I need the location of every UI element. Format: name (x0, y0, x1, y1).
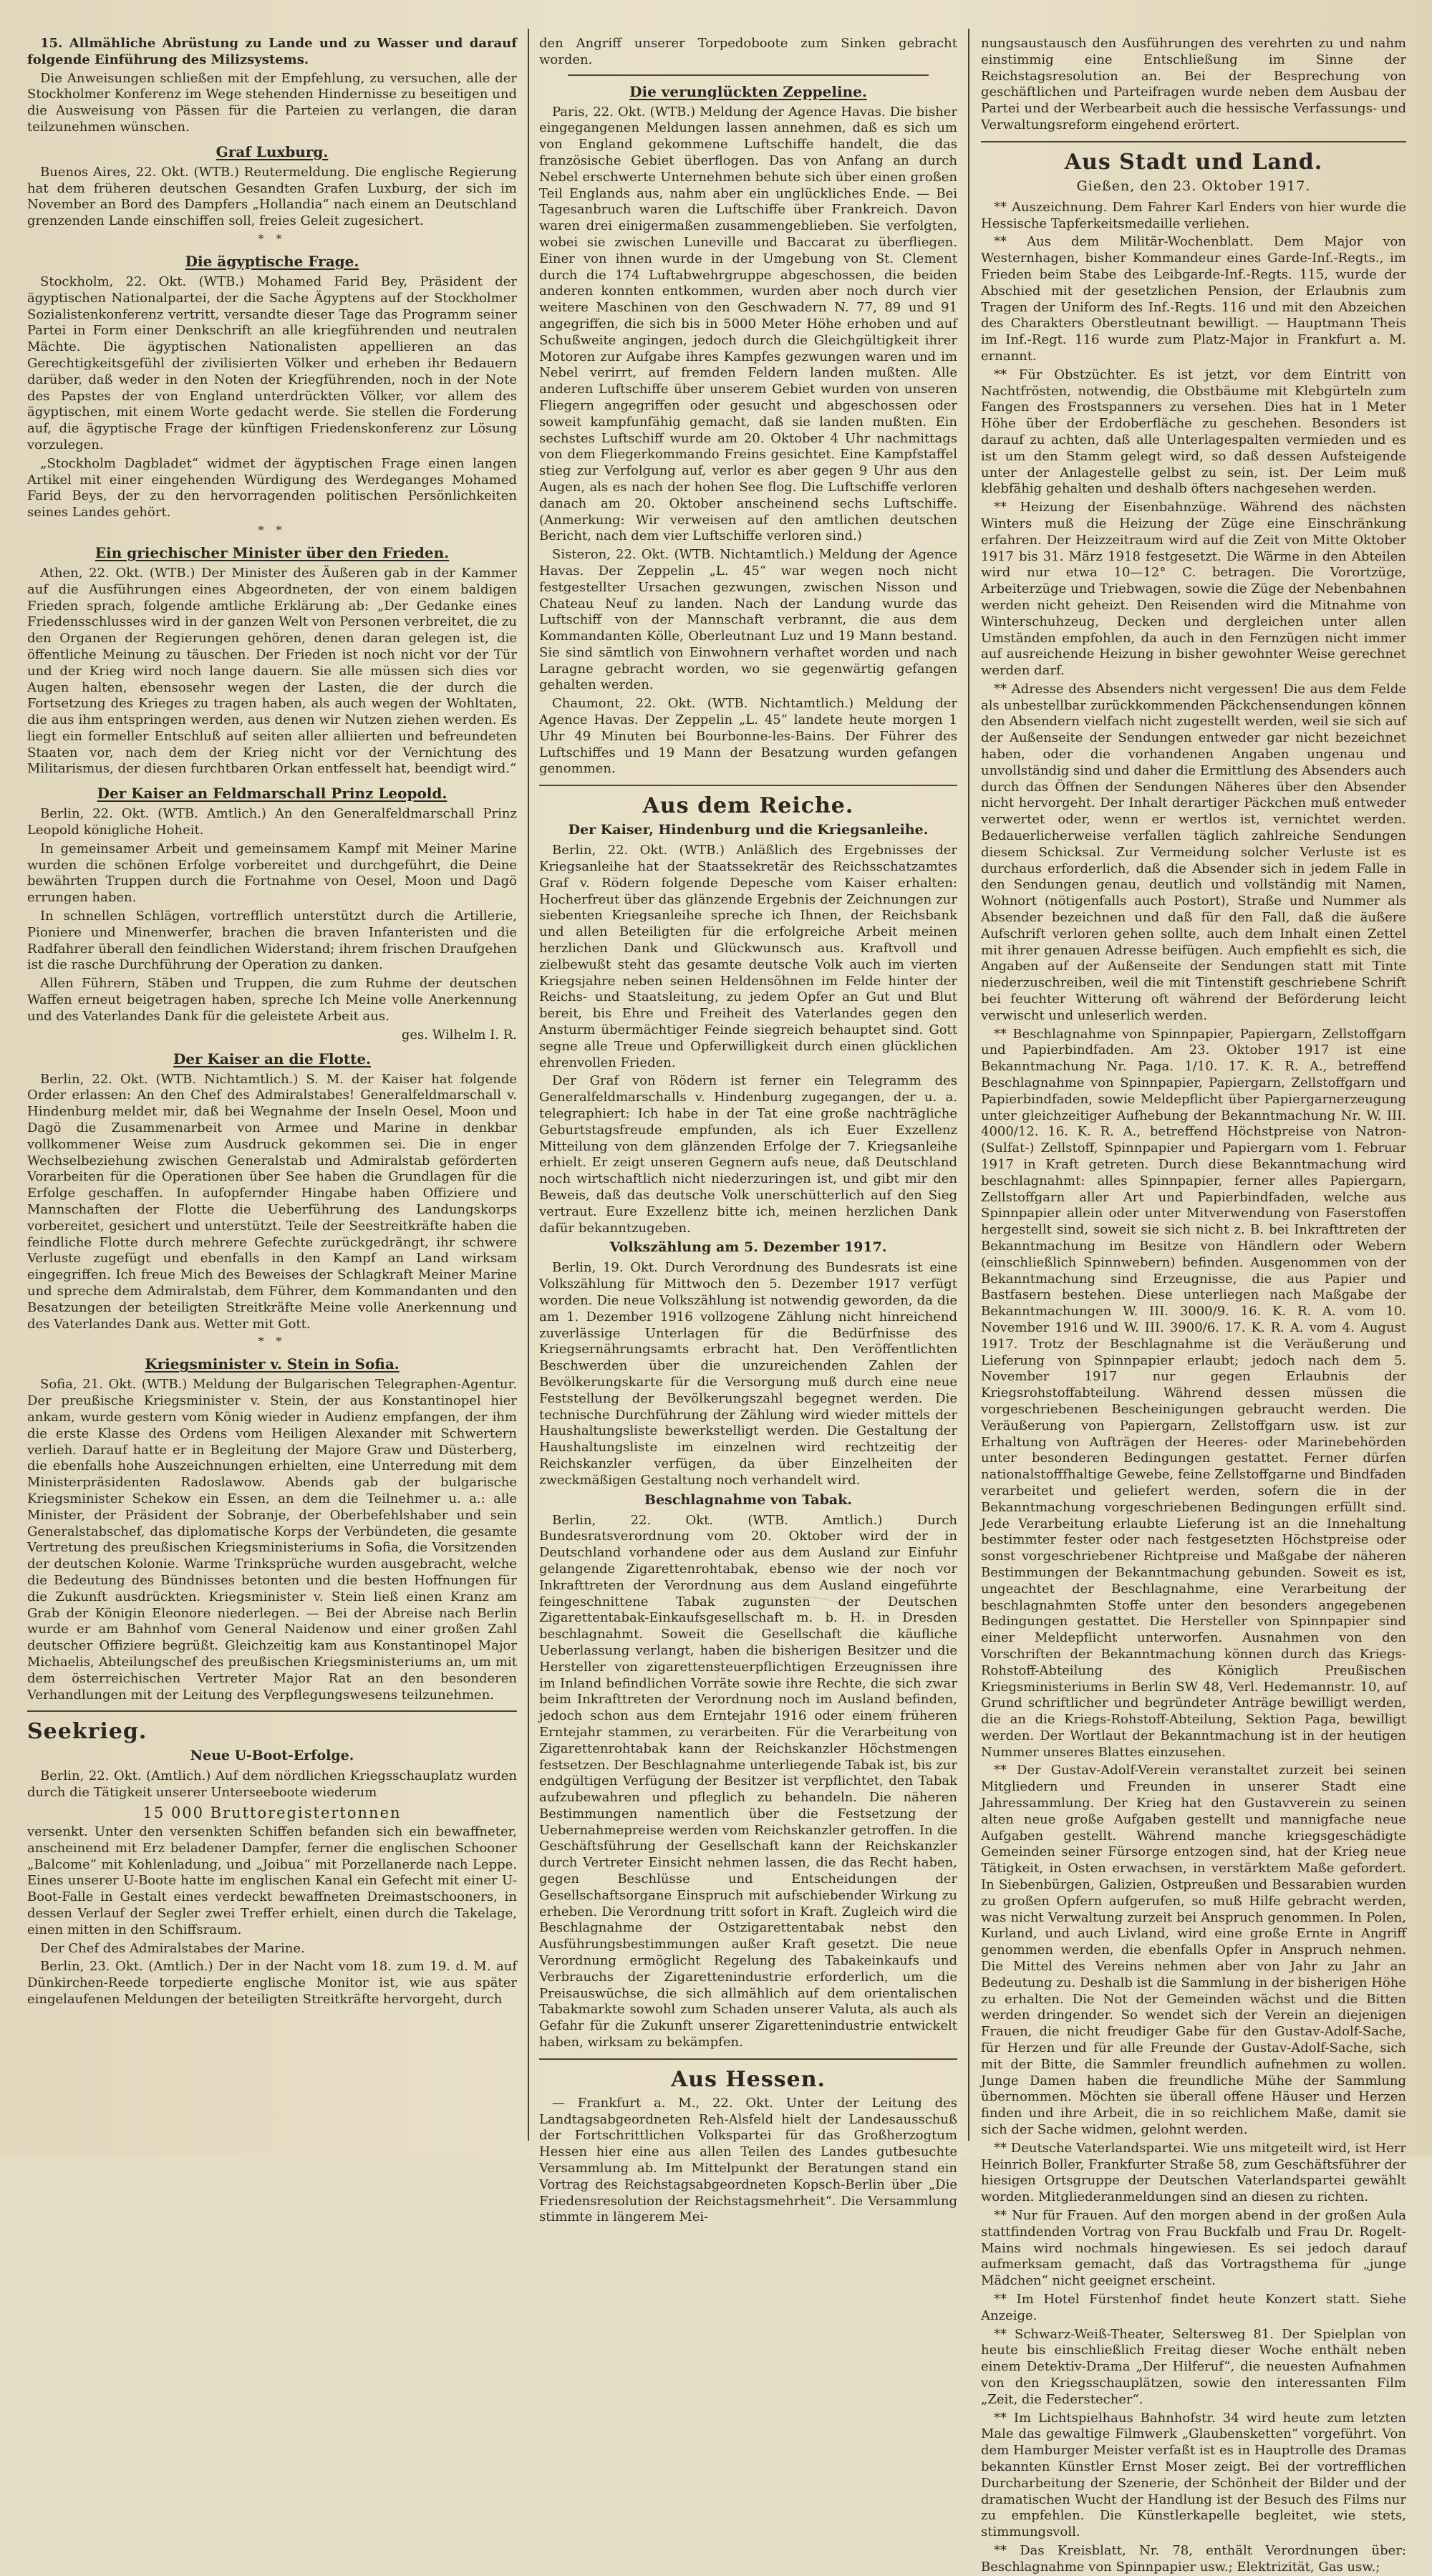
column-3 (975, 36, 1412, 2575)
local-news-item: ** Im Lichtspielhaus Bahnhofstr. 34 wird heute zum letzten Male das gewaltige Filmwerk „Glaubensketten“ vorgeführt. Von dem Hamburger Meister verfaßt ist es in Hauptrolle des Dramas bekannten Künstler Ernst Moser zeigt. Bei der vortrefflichen Durcharbeitung der Szenerie, der Schönheit der Bilder und der dramatischen Wucht der Handlung ist der Besuch des Films nur zu empfehlen. Die Künstlerkapelle begleitet, wie stets, stimmungsvoll. (981, 2410, 1406, 2540)
article-text: Berlin, 22. Okt. (WTB.) Anläßlich des Ergebnisses der Kriegsanleihe hat der Staatssekretär des Reichsschatzamtes Graf v. Rödern folgende Depesche vom Kaiser erhalten: Hocherfreut über das glänzende Ergebnis der Zeichnungen zur siebenten Kriegsanleihe spreche ich Ihnen, der Reichsbank und allen Beteiligten für die erfolgreiche Arbeit meinen herzlichen Dank und Glückwunsch aus. Kraftvoll und zielbewußt steht das gesamte deutsche Volk auch im vierten Kriegsjahre neben seinen Heldensöhnen im Felde hinter der Reichs- und Staatsleitung, zu jedem Opfer an Gut und Blut bereit, bis Ehre und Freiheit des Vaterlandes gegen den Ansturm übermächtiger Feinde siegreich behauptet sind. Gott segne alle Treue und Opferwilligkeit durch einen glücklichen ehrenvollen Frieden. (539, 843, 957, 1070)
section-rule (568, 74, 929, 76)
article-text: Paris, 22. Okt. (WTB.) Meldung der Agence Havas. Die bisher eingegangenen Meldungen lassen annehmen, daß es sich um von England gekommene Luftschiffe handelt, die das französische Gebiet überflogen. Das von Anfang an durch Nebel erschwerte Unternehmen behute sich über einen großen Teil Englands aus, nahm aber ein unglückliches Ende. — Bei Tagesanbruch waren die Luftschiffe über Frankreich. Davon waren drei einigermaßen zusammengeblieben. Sie verfolgten, wobei sie zwischen Luneville und Baccarat zu überfliegen. Einer von ihnen wurde in der Umgebung von St. Clement durch die 174 Luftabwehrgruppe abgeschossen, die beiden anderen konnten entkommen, wurden aber noch durch vier weitere Maschinen von den Geschwadern N. 77, 89 und 91 angegriffen, die sich bis in 5000 Meter Höhe erhoben und auf Schußweite angingen, jedoch durch die Gleichgültigkeit ihrer Motoren zur Aufgabe ihres Kampfes gezwungen waren und im Nebel verirrt, auf fremden Feldern landen mußten. Alle anderen Luftschiffe über unserem Gebiet wurden von unseren Fliegern angegriffen oder gesucht und abgeschossen oder soweit kampfunfähig gemacht, daß sie landen mußten. Ein sechstes Luftschiff wurde am 20. Oktober 4 Uhr nachmittags von dem Fliegerkommando Freins gesichtet. Eine Kampfstaffel stieg zur Verfolgung auf, verlor es aber gegen 9 Uhr aus den Augen, als es nach der hohen See flog. Die Luftschiffe verloren danach am 20. Oktober anscheinend sechs Luftschiffe. (Anmerkung: Wir verweisen auf den amtlichen deutschen Bericht, nach dem vier Luftschiffe verloren sind.) (539, 104, 957, 544)
article-heading: Der Kaiser an Feldmarschall Prinz Leopold. (97, 785, 448, 803)
article-subheading: Volkszählung am 5. Dezember 1917. (609, 1239, 887, 1256)
article-heading: Kriegsminister v. Stein in Sofia. (145, 1355, 400, 1373)
article-subheading: Beschlagnahme von Tabak. (644, 1491, 852, 1508)
section-rule (27, 1710, 517, 1712)
article-text: Berlin, 22. Okt. (WTB. Nichtamtlich.) S. M. der Kaiser hat folgende Order erlassen: An den Chef des Admiralstabes! Generalfeldmarschall v. Hindenburg meldet mir, daß bei Wegnahme der Inseln Oesel, Moon und Dagö die Zusammenarbeit von Armee und Marine in denkbar vollkommener Weise zum Ausdruck gekommen sei. Die in enger Wechselbeziehung zwischen Generalstab und Admiralstab geförderten Vorarbeiten für die Operationen über See haben die Grundlagen für die Erfolge geschaffen. In aufopfernder Hingabe haben Offiziere und Mannschaften der Flotte die Ueberführung des Landungskorps vorbereitet, gesichert und unterstützt. Teile der Seestreitkräfte haben die feindliche Flotte durch mehrere Gefechte zurückgedrängt, ihr schwere Verluste zugefügt und ebenfalls in den Kampf an Land wirksam eingegriffen. Ich freue Mich des Beweises der Schlagkraft Meiner Marine und spreche dem Admiralstab, dem Führer, dem Kommandanten und den Besatzungen der beteiligten Streitkräfte Meine volle Anerkennung und des Vaterlandes Dank aus. Wetter mit Gott. (27, 1071, 517, 1332)
article-heading: Der Kaiser an die Flotte. (173, 1050, 372, 1067)
section-rule (539, 785, 957, 786)
dateline: Gießen, den 23. Oktober 1917. (1076, 178, 1311, 194)
column-2 (533, 36, 963, 2225)
column-divider (528, 29, 529, 2141)
local-news-item: ** Aus dem Militär-Wochenblatt. Dem Major von Westernhagen, bisher Kommandeur eines Garde-Inf.-Regts., im Frieden beim Stabe des Leibgarde-Inf.-Regts. 115, wurde der Abschied mit der gesetzlichen Pension, der Erlaubnis zum Tragen der Uniform des Inf.-Regts. 116 und mit den Abzeichen des Charakters Oberstleutnant bewilligt. — Hauptmann Theis im Inf.-Regt. 116 wurde zum Platz-Major in Frankfurt a. M. ernannt. (981, 234, 1406, 364)
local-news-item: ** Schwarz-Weiß-Theater, Seltersweg 81. Der Spielplan von heute bis einschließlich Freitag dieser Woche enthält neben einem Detektiv-Drama „Der Hilferuf“, die neuesten Aufnahmen von den Kriegsschauplätzen, sowie den interessanten Film „Zeit, die Federstecher“. (981, 2326, 1406, 2407)
article-text: „Stockholm Dagbladet“ widmet der ägyptischen Frage einen langen Artikel mit einer eingehenden Würdigung des Werdeganges Mohamed Farid Beys, der zu den hervorragenden politischen Persönlichkeiten seines Landes gehört. (27, 455, 517, 520)
section-heading: Aus dem Reiche. (642, 793, 854, 819)
section-rule (981, 141, 1406, 142)
separator: * * (258, 231, 286, 246)
local-news-item: ** Im Hotel Fürstenhof findet heute Konzert statt. Siehe Anzeige. (981, 2291, 1406, 2323)
article-text: Stockholm, 22. Okt. (WTB.) Mohamed Farid Bey, Präsident der ägyptischen Nationalpartei, der die Sache Ägyptens auf der Stockholmer Sozialistenkonferenz vertritt, versandte dieser Tage das Programm seiner Partei in Form einer Denkschrift an alle kriegführenden und neutralen Mächte. Die ägyptischen Nationalisten appellieren an das Gerechtigkeitsgefühl der zivilisierten Völker und erheben ihr Bedauern darüber, daß weder in den Noten der Kriegführenden, noch in der Note des Papstes der von England unterdrückten Völker, vor allem des ägyptischen, mit einem Worte gedacht werde. Sie stellen die Forderung auf, die ägyptische Frage der künftigen Friedenskonferenz zur Lösung vorzulegen. (27, 273, 517, 452)
section-heading: Aus Hessen. (671, 2066, 826, 2092)
article-heading: Graf Luxburg. (216, 142, 329, 160)
article-text: Chaumont, 22. Okt. (WTB. Nichtamtlich.) Meldung der Agence Havas. Der Zeppelin „L. 45“ landete heute morgen 1 Uhr 49 Minuten bei Bourbonne-les-Bains. Der Führer des Luftschiffes und 19 Mann der Besatzung wurden gefangen genommen. (539, 696, 957, 777)
separator: * * (258, 1335, 286, 1349)
local-news-item: ** Auszeichnung. Dem Fahrer Karl Enders von hier wurde die Hessische Tapferkeitsmedaille verliehen. (981, 199, 1406, 231)
local-news-item: ** Deutsche Vaterlandspartei. Wie uns mitgeteilt wird, ist Herr Heinrich Boller, Frankfurter Straße 58, zum Geschäftsführer der hiesigen Ortsgruppe der Deutschen Vaterlandspartei gewählt worden. Mitgliederanmeldungen sind an diesen zu richten. (981, 2140, 1406, 2205)
article-text: Berlin, 22. Okt. (WTB. Amtlich.) An den Generalfeldmarschall Prinz Leopold königliche Hoheit. (27, 806, 517, 838)
section-rule (539, 2058, 957, 2060)
article-heading: Ein griechischer Minister über den Frieden. (95, 543, 450, 561)
article-text: Sisteron, 22. Okt. (WTB. Nichtamtlich.) Meldung der Agence Havas. Der Zeppelin „L. 45“ war wegen noch nicht festgestellter Ursachen gezwungen, zwischen Nisson und Chateau Neuf zu landen. Nach der Landung wurde das Luftschiff von der Mannschaft verbrannt, die aus dem Kommandanten Kölle, Oberleutnant Luz und 19 Mann bestand. Sie sind sämtlich von Einwohnern verhaftet worden und nach Laragne gebracht worden, wo sie gegenwärtig gefangen gehalten werden. (539, 547, 957, 693)
article-text: In gemeinsamer Arbeit und gemeinsamem Kampf mit Meiner Marine wurden die schönen Erfolge vorbereitet und durchgeführt, die Deine bewährten Truppen durch die Fortnahme von Oesel, Moon und Dagö errungen haben. (27, 841, 517, 906)
local-news-item: ** Adresse des Absenders nicht vergessen! Die aus dem Felde als unbestellbar zurückkommenden Päckchensendungen können den Absendern vielfach nicht zugestellt werden, weil sie sich auf der Außenseite der Sendungen entweder gar nicht bezeichnet haben, oder die vorhandenen Angaben ungenau und unvollständig sind und daher die Ermittlung des Absenders auch durch das Öffnen der Sendungen Näheres über den Absender nicht hervorgeht. Der Inhalt derartiger Päckchen muß entweder verwertet oder, wenn er wertlos ist, vernichtet werden. Bedauerlicherweise verfallen täglich zahlreiche Sendungen diesem Schicksal. Zur Vermeidung solcher Verluste ist es durchaus erforderlich, daß die Absender sich in jedem Falle in den Sendungen genau, deutlich und vollständig mit Namen, Wohnort (nötigenfalls auch Postort), Straße und Nummer als Absender bezeichnen und daß für den Fall, daß die äußere Aufschrift verloren gehen sollte, auch dem Inhalt einen Zettel mit ihrer genauen Adresse beifügen. Auch empfiehlt es sich, die Angaben auf der Außenseite der Sendungen statt mit Tinte niederzuschreiben, weil die mit Tintenstift geschriebene Schrift bei feuchter Witterung oft während der Beförderung leicht verwischt und unleserlich werden. (981, 681, 1406, 1023)
article-text: Berlin, 22. Okt. (WTB. Amtlich.) Durch Bundesratsverordnung vom 20. Oktober wird der in Deutschland vorhandene oder aus dem Ausland zur Einfuhr gelangende Zigarettenrohtabak, ebenso wie der noch vor Inkrafttreten der Verordnung aus dem Ausland eingeführte feingeschnittene Tabak zugunsten der Deutschen Zigarettentabak-Einkaufsgesellschaft m. b. H. in Dresden beschlagnahmt. Soweit die Gesellschaft die käufliche Ueberlassung verlangt, haben die bisherigen Besitzer und die Hersteller von zigarettensteuerpflichtigen Erzeugnissen ihre im Inland befindlichen Vorräte sowie ihre Rechte, die sich zwar beim Inkrafttreten der Verordnung noch im Ausland befinden, jedoch schon aus dem Erntejahr 1916 oder einem früheren Erntejahr stammen, zu verarbeiten. Für die Verarbeitung von Zigarettenrohtabak kann der Reichskanzler Höchstmengen festsetzen. Der Beschlagnahme unterliegende Tabak ist, bis zur endgültigen Verfügung der Besitzer ist verpflichtet, den Tabak aufzubewahren und pfleglich zu behandeln. Die näheren Bestimmungen namentlich über die Festsetzung der Uebernahmepreise werden vom Reichskanzler getroffen. In die Geschäftsführung der Gesellschaft kann der Reichskanzler durch Vertreter Einsicht nehmen lassen, die das Recht haben, gegen Beschlüsse und Entscheidungen der Gesellschaftsorgane Einspruch mit aufschiebender Wirkung zu erheben. Die Verordnung tritt sofort in Kraft. Zugleich wird die Beschlagnahme der Ostzigarettentabak nebst den Ausführungsbestimmungen außer Kraft gesetzt. Die neue Verordnung ermöglicht Regelung des Tabakeinkaufs und Verbrauchs der Zigarettenindustrie erforderlich, um die Preisauswüchse, die sich allmählich auf dem orientalischen Tabakmarkte sowohl zum Schaden unserer Valuta, als auch als Gefahr für die Zukunft unserer Zigarettenindustrie entwickelt haben, wirksam zu bekämpfen. (539, 1512, 957, 2050)
article-heading: Die ägyptische Frage. (185, 252, 359, 270)
article-text: Berlin, 19. Okt. Durch Verordnung des Bundesrats ist eine Volkszählung für Mittwoch den 5. Dezember 1917 verfügt worden. Die neue Volkszählung ist notwendig geworden, da die am 1. Dezember 1916 vollzogene Zählung nicht hinreichend zuverlässige Unterlagen für die Bedürfnisse des Kriegsernährungsamts erbracht hat. Den Veröffentlichten Beschwerden über die unzureichenden Zahlen der Bevölkerungskarte für die Versorgung muß durch eine neue Feststellung der Bevölkerungszahl begegnet werden. Die technische Durchführung der Zählung wird wieder mittels der Haushaltungsliste bewerkstelligt werden. Die Gestaltung der Haushaltungsliste im einzelnen wird rechtzeitig der Reichskanzler verfügen, da über Einzelheiten der zweckmäßigen Gestaltung noch verhandelt wird. (539, 1260, 957, 1488)
article-text: Der Chef des Admiralstabes der Marine. (40, 1940, 305, 1956)
section-heading: Seekrieg. (27, 1719, 147, 1745)
article-subheading: Der Kaiser, Hindenburg und die Kriegsanleihe. (568, 822, 929, 838)
article-text: Allen Führern, Stäben und Truppen, die zum Ruhme der deutschen Waffen erneut beigetragen haben, spreche Ich Meine volle Anerkennung und des Vaterlandes Dank für die geleistete Arbeit aus. (27, 976, 517, 1024)
local-news-item: ** Beschlagnahme von Spinnpapier, Papiergarn, Zellstoffgarn und Papierbindfaden. Am 23. Oktober 1917 ist eine Bekanntmachung Nr. Paga. 1/10. 17. K. R. A., betreffend Beschlagnahme von Spinnpapier, Papiergarn, Zellstoffgarn und Papierbindfaden, sowie Meldepflicht über Papiergarnerzeugung unter gleichzeitiger Aufhebung der Bekanntmachung Nr. W. III. 4000/12. 16. K. R. A., betreffend Höchstpreise von Natron- (Sulfat-) Zellstoff, Spinnpapier und Papiergarn vom 1. Februar 1917 in Kraft getreten. Durch diese Bekanntmachung wird beschlagnahmt: alles Spinnpapier, ferner alles Papiergarn, Zellstoffgarn aller Art und Papierbindfaden, welche aus Spinnpapier allein oder unter Mitverwendung von Faserstoffen hergestellt sind, soweit sie sich nicht z. B. bei Inkrafttreten der Bekanntmachung im Besitze von Händlern oder Webern (einschließlich Spinnwebern) befinden. Ausgenommen von der Bekanntmachung sind Erzeugnisse, die aus Papier und Bastfasern bestehen. Diese unterliegen nach Maßgabe der Bekanntmachungen W. III. 3000/9. 16. K. R. A. vom 10. November 1916 und W. III. 3900/6. 17. K. R. A. vom 4. August 1917. Trotz der Beschlagnahme ist die Veräußerung und Lieferung von Spinnpapier erlaubt; jedoch nach dem 5. November 1917 nur gegen Erlaubnis der Kriegsrohstoffabteilung. Während dessen müssen die vorgeschriebenen Bescheinigungen gebraucht werden. Die Veräußerung von Papiergarn, Zellstoffgarn usw. ist zur Erhaltung von Aufträgen der Heeres- oder Marinebehörden unter besonderen Bedingungen gestattet. Ferner dürfen nationalstofffhaltige Gewebe, feine Zellstoffgarne und Bindfaden verarbeitet und geliefert werden, sofern die in der Bekanntmachung vorgeschriebenen Bedingungen erfüllt sind. Jede Verarbeitung erlaubte Lieferung ist an die Innehaltung bestimmter fester oder nach festgesetzten Höchstpreise oder sonst vorgeschriebener Richtpreise und Maßgabe der näheren Bestimmungen der Bekanntmachung gebunden. Soweit es ist, ungeachtet der Beschlagnahme, eine Verarbeitung der beschlagnahmten Stoffe unter den besonders angegebenen Bedingungen gestattet. Die Hersteller von Spinnpapier sind einer Meldepflicht unterworfen. Ausnahmen von den Vorschriften der Bekanntmachung können durch das Kriegs-Rohstoff-Abteilung des Königlich Preußischen Kriegsministeriums in Berlin SW 48, Verl. Hedemannstr. 10, auf Grund schriftlicher und begründeter Anträge bewilligt werden, die an die Kriegs-Rohstoff-Abteilung, Sektion Paga, bewilligt werden. Der Wortlaut der Bekanntmachung ist in der heutigen Nummer unseres Blattes einzusehen. (981, 1026, 1406, 1760)
article-text: Der Graf von Rödern ist ferner ein Telegramm des Generalfeldmarschalls v. Hindenburg zugegangen, der u. a. telegraphiert: Ich habe in der Tat eine große nachträgliche Geburtstagsfreude empfunden, als ich Euer Exzellenz Mitteilung von dem glänzenden Erfolge der 7. Kriegsanleihe erhielt. Er zeigt unseren Gegnern aufs neue, daß Deutschland noch wirtschaftlich nicht niederzuringen ist, und gibt mir den Beweis, daß das deutsche Volk unerschütterlich auf den Sieg vertraut. Eure Exzellenz bitte ich, meinen herzlichen Dank dafür bekanntzugeben. (539, 1073, 957, 1236)
article-text: den Angriff unserer Torpedoboote zum Sinken gebracht worden. (539, 36, 957, 67)
local-news-item: ** Das Kreisblatt, Nr. 78, enthält Verordnungen über: Beschlagnahme von Spinnpapier usw.; Elektrizität, Gas usw.; (981, 2542, 1406, 2575)
local-news-item: ** Nur für Frauen. Auf den morgen abend in der großen Aula stattfindenden Vortrag von Frau Buckfalb und Frau Dr. Rogelt-Mains wird nochmals hingewiesen. Es sei jedoch darauf aufmerksam gemacht, daß das Vortragsthema für „junge Mädchen“ nicht geeignet erscheint. (981, 2208, 1406, 2289)
local-news-item: ** Der Gustav-Adolf-Verein veranstaltet zurzeit bei seinen Mitgliedern und Freunden in unserer Stadt eine Jahressammlung. Der Krieg hat den Gustavverein zu seinen alten neue große Aufgaben gestellt und mannigfache neue Aufgaben gestellt. Während manche kriegsgeschädigte Gemeinden seiner Fürsorge entzogen sind, hat der Krieg neue Tätigkeit, in Osten erwachsen, in verstärktem Maße gefordert. In Siebenbürgen, Galizien, Ostpreußen und Bessarabien wurden zu großen Opfern aufgerufen, so muß Hilfe gebracht werden, was nicht Verwaltung zurzeit bei Anspruch genommen. In Polen, Kurland, und auch Livland, wird eine große Ernte in Angriff genommen werden, die ebenfalls Opfer in Anspruch nehmen. Die Mittel des Vereins nehmen aber von Jahr zu Jahr an Bedeutung zu. Deshalb ist die Sammlung in der bisherigen Höhe zu erhalten. Die Not der Gemeinden wächst und die Bitten werden dringender. So wendet sich der Verein an diejenigen Frauen, die nicht freudiger Gabe für den Gustav-Adolf-Sache, für Herzen und für alle Freunde der Gustav-Adolf-Sache, sich mit der Bitte, die Sammler freundlich aufnehmen zu wollen. Junge Damen haben die freundliche Mühe der Sammlung übernommen. Möchten sie überall offene Häuser und Herzen finden und ihre Arbeit, die in so reichlichem Maße, damit sie sich der Sache widmen, gelohnt werden. (981, 1763, 1406, 2138)
article-text: — Frankfurt a. M., 22. Okt. Unter der Leitung des Landtagsabgeordneten Reh-Alsfeld hielt der Landesausschuß der Fortschrittlichen Volkspartei für das Großherzogtum Hessen hier eine aus allen Teilen des Landes gutbesuchte Versammlung ab. Im Mittelpunkt der Beratungen stand ein Vortrag des Reichstagsabgeordneten Kopsch-Berlin über „Die Friedensresolution der Reichstagsmehrheit“. Die Versammlung stimmte in längerem Mei- (539, 2095, 957, 2225)
article-subheading: Neue U-Boot-Erfolge. (190, 1748, 354, 1764)
article-text: 15. Allmähliche Abrüstung zu Lande und zu Wasser und darauf folgende Einführung des Milizsystems. (27, 36, 517, 67)
article-text: nungsaustausch den Ausführungen des verehrten zu und nahm einstimmig eine Entschließung im Sinne der Reichstagsresolution an. Bei der Besprechung von geschäftlichen und Parteifragen wurde neben dem Ausbau der Partei und der Werbearbeit auch die hessische Verfassungs- und Verwaltungsreform eingehend erörtert. (981, 36, 1406, 132)
article-text: Berlin, 22. Okt. (Amtlich.) Auf dem nördlichen Kriegsschauplatz wurden durch die Tätigkeit unserer Unterseeboote wiederum (27, 1768, 517, 1801)
article-text: Sofia, 21. Okt. (WTB.) Meldung der Bulgarischen Telegraphen-Agentur. Der preußische Kriegsminister v. Stein, der aus Konstantinopel hier ankam, wurde gestern vom König wieder in Audienz empfangen, der ihm die erste Klasse des Ordens vom Heiligen Alexander mit Schwertern verlieh. Darauf hatte er in Begleitung der Majore Graw und Düsterberg, die ebenfalls hohe Auszeichnungen erhielten, eine Unterredung mit dem Ministerpräsidenten Radoslawow. Abends gab der bulgarische Kriegsminister Schekow ein Essen, an dem die Teilnehmer u. a.: alle Minister, der Präsident der Sobranje, der Oberbefehlshaber und sein Generalstabschef, das diplomatische Korps der Verbündeten, die gesamte Vertretung des preußischen Kriegsministeriums in Sofia, die Vorsitzenden der deutschen Kolonie. Warme Trinksprüche wurden ausgebracht, welche die Bedeutung des Bündnisses betonten und die besten Hoffnungen für die Zukunft ausdrückten. Kriegsminister v. Stein ließ einen Kranz am Grab der Königin Eleonore niederlegen. — Bei der Abreise nach Berlin wurde er am Bahnhof vom General Naidenow und einer großen Zahl deutscher Offiziere begrüßt. Gleichzeitig kam aus Konstantinopel Major Michaelis, Abteilungschef des preußischen Kriegsministeriums an, um mit dem österreichischen Vertreter Major Rat an den besonderen Verhandlungen mit der Leitung des Verpflegungswesens teilzunehmen. (27, 1377, 517, 1703)
article-text: Berlin, 23. Okt. (Amtlich.) Der in der Nacht vom 18. zum 19. d. M. auf Dünkirchen-Reede torpedierte englische Monitor ist, wie aus später eingelaufenen Meldungen der beteiligten Streitkräfte hervorgeht, durch (27, 1959, 517, 2007)
local-news-item: ** Heizung der Eisenbahnzüge. Während des nächsten Winters muß die Heizung der Züge eine Einschränkung erfahren. Der Heizzeitraum wird auf die Zeit von Mitte Oktober 1917 bis 31. März 1918 festgesetzt. Die Wärme in den Abteilen wird nur etwa 10—12° C. betragen. Die Vorortzüge, Arbeiterzüge und Triebwagen, sowie die Züge der Nebenbahnen werden nicht geheizt. Den Reisenden wird die Mitnahme von Winterschuhzeug, Decken und dergleichen unter allen Umständen empfohlen, da auch in den Fernzügen nicht immer auf ausreichende Heizung in bisher gewohnter Weise gerechnet werden darf. (981, 500, 1406, 679)
article-text: Buenos Aires, 22. Okt. (WTB.) Reutermeldung. Die englische Regierung hat dem früheren deutschen Gesandten Grafen Luxburg, der sich im November an Bord des Dampfers „Hollandia“ nach einem an Deutschland grenzenden Lande einschiffen soll, freies Geleit zugesichert. (27, 164, 517, 229)
highlight-figure: 15 000 Bruttoregistertonnen (142, 1803, 402, 1821)
article-text: Die Anweisungen schließen mit der Empfehlung, zu versuchen, alle der Stockholmer Konferenz im Wege stehenden Hindernisse zu beseitigen und die Ausweisung von Pässen für die Parteien zu verlangen, die daran teilzunehmen wünschen. (27, 70, 517, 135)
separator: * * (258, 523, 286, 537)
signature: ges. Wilhelm I. R. (401, 1027, 517, 1042)
article-text: In schnellen Schlägen, vortrefflich unterstützt durch die Artillerie, Pioniere und Minenwerfer, brachen die braven Infanteristen und die Radfahrer überall den feindlichen Widerstand; ihrem frischen Draufgehen ist die rasche Durchführung der Operation zu danken. (27, 909, 517, 973)
section-heading: Aus Stadt und Land. (1064, 149, 1323, 175)
article-heading: Die verunglückten Zeppeline. (629, 82, 867, 100)
local-news-item: ** Für Obstzüchter. Es ist jetzt, vor dem Eintritt von Nachtfrösten, notwendig, die Obstbäume mit Klebgürteln zum Fangen des Frostspanners zu versehen. Dies hat in 1 Meter Höhe über der Erdoberfläche zu geschehen. Besonders ist darauf zu achten, daß alle Unterlagespalten vermieden und es ist um den Stamm gelegt wird, so daß dessen Aufsteigende unter der Anlagestelle gelbst zu sein, ist. Der Leim muß klebfähig gehalten und deshalb öfters nachgesehen werden. (981, 367, 1406, 497)
article-text: Athen, 22. Okt. (WTB.) Der Minister des Äußeren gab in der Kammer auf die Ausführungen eines Abgeordneten, der von einem baldigen Frieden sprach, folgende amtliche Erklärung ab: „Der Gedanke eines Friedensschlusses wird in der ganzen Welt von Personen verbreitet, die zu den Organen der Regierungen gehören, denen daran gelegen ist, die öffentliche Meinung zu täuschen. Der Frieden ist noch nicht vor der Tür und der Krieg wird noch lange dauern. Sie alle müssen sich dies vor Augen halten, ebensosehr wegen der Lasten, die der durch die Fortsetzung des Krieges zu tragen haben, als auch wegen der Wohltaten, die aus ihm entspringen werden, aus denen wir Nutzen ziehen werden. Es liegt ein formeller Entschluß auf seiten aller alliierten und befreundeten Staaten vor, nach dem der Krieg nicht vor der Vernichtung des Militarismus, der diesen furchtbaren Orkan entfesselt hat, beendigt wird.“ (27, 565, 517, 777)
column-divider (968, 29, 969, 2141)
article-text: versenkt. Unter den versenkten Schiffen befanden sich ein bewaffneter, anscheinend mit Erz beladener Dampfer, ferner die englischen Schooner „Balcome“ mit Kohlenladung, und „Joibua“ mit Porzellanerde nach Leppe. Eines unserer U-Boote hatte im englischen Kanal ein Gefecht mit einer U-Boot-Falle in Gestalt eines verdeckt bewaffneten Dreimastschooners, in dessen Verlauf der Segler zwei Treffer erhielt, einen durch die Takelage, einen mitten in den Schiffsraum. (27, 1824, 517, 1937)
column-1 (21, 36, 523, 2134)
